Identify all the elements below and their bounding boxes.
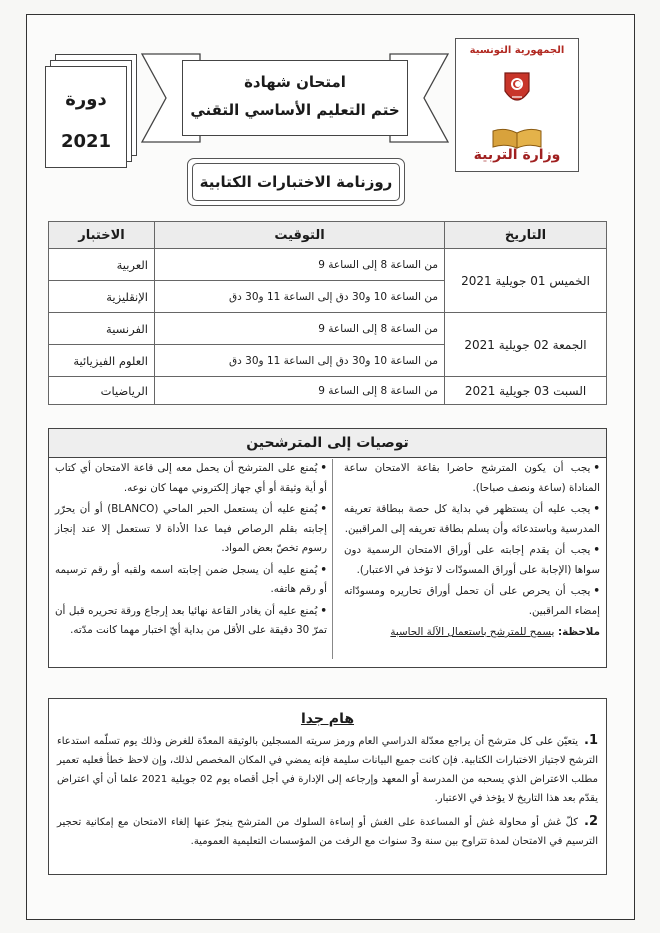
advice-title: توصيات إلى المترشحين (49, 429, 606, 458)
item-number: 1. (584, 733, 598, 748)
list-item: •يُمنع على المترشح أن يحمل معه إلى قاعة الامتحان أي كتاب أو أية وثيقة أو أي جهاز إلكتروني مهما كان نوعه. (55, 462, 327, 494)
date-cell: السبت 03 جويلية 2021 (445, 377, 607, 405)
subject-cell: العلوم الفيزيائية (49, 345, 155, 377)
advice-left-column (55, 459, 327, 643)
banner-line-2: ختم التعليم الأساسي التقني (190, 101, 400, 119)
advice-box (48, 428, 607, 668)
advice-right-column (344, 459, 600, 645)
table-row (49, 313, 607, 345)
header-date: التاريخ (445, 222, 607, 249)
banner-line-1: امتحان شهادة (244, 73, 346, 91)
session-year: 2021 (60, 131, 112, 152)
republic-name: الجمهورية التونسية (469, 45, 565, 56)
calculator-note (344, 623, 600, 643)
schedule-table (48, 221, 607, 405)
subject-cell: الإنقليزية (49, 281, 155, 313)
session-label: دورة (65, 89, 107, 110)
list-item: 2.كلّ غش أو محاولة غش أو المساعدة على الغش أو إساءة السلوك من المترشح ينجرّ عنها إلغاء الامتحان مع إمكانية تحجير الترسيم في الامتحان لمدة تتراوح بين سنة و3 سنوات مع الرفت من المؤسسات التعليمية العمومية. (57, 814, 598, 847)
time-cell: من الساعة 10 و30 دق إلى الساعة 11 و30 دق (155, 345, 445, 377)
important-box (48, 698, 607, 875)
note-text: يسمح للمترشح باستعمال الآلة الحاسبة (390, 626, 555, 638)
list-item: •يجب أن يقدم إجابته على أوراق الامتحان الرسمية دون سواها (الإجابة على أوراق المسودّات لا تؤخذ في الاعتبار). (344, 544, 600, 576)
time-cell: من الساعة 8 إلى الساعة 9 (155, 377, 445, 405)
list-item: •يجب أن يحرص على أن تحمل أوراق تحاريره ومسودّاته إمضاء المراقبين. (344, 585, 600, 617)
subject-cell: الفرنسية (49, 313, 155, 345)
schedule-header-row (49, 222, 607, 249)
list-item: •يجب عليه أن يستظهر في بداية كل حصة ببطاقة تعريفه المدرسية وباستدعائه وأن يسلم بطاقة تعريفه إلى المراقبين. (344, 503, 600, 535)
banner-box (182, 60, 408, 136)
note-label: ملاحظة: (557, 626, 600, 638)
date-cell: الخميس 01 جويلية 2021 (445, 249, 607, 313)
important-title: هام جدا (300, 711, 355, 727)
ministry-logo (455, 38, 579, 172)
calendar-title: روزنامة الاختبارات الكتابية (192, 163, 400, 201)
time-cell: من الساعة 8 إلى الساعة 9 (155, 313, 445, 345)
book-icon (491, 127, 543, 149)
date-cell: الجمعة 02 جويلية 2021 (445, 313, 607, 377)
subject-cell: العربية (49, 249, 155, 281)
table-row (49, 377, 607, 405)
list-item: •يجب أن يكون المترشح حاضرا بقاعة الامتحان ساعة المناداة (ساعة ونصف صباحا). (344, 462, 600, 494)
subject-cell: الرياضيات (49, 377, 155, 405)
session-card-front (45, 66, 127, 168)
session-badge (45, 54, 137, 166)
exam-banner (140, 46, 450, 156)
time-cell: من الساعة 8 إلى الساعة 9 (155, 249, 445, 281)
column-divider (332, 459, 333, 659)
header-time: التوقيت (155, 222, 445, 249)
table-row (49, 249, 607, 281)
list-item: 1.يتعيّن على كل مترشح أن يراجع معدّلة الدراسي العام ورمز سريته المسجلين بالوثيقة المعدّة للغرض وذلك يوم تسلّمه استدعاء الترشح لاجتياز الاختبارات الكتابية. فإن كانت جميع البيانات سليمة فإنه يمضي في المكان المخصص لذلك، وإن لاحظ خطأ فعليه تعمير مطلب الاعتراض الذي يسحبه من المدرسة أو المعهد وإرجاعه إلى الإدارة في أجل أقصاه يوم 02 جويلية 2021 علما أن أي اعتراض يقدّم بعد هذا التاريخ لا يؤخذ في الاعتبار. (57, 733, 598, 804)
list-item: •يُمنع عليه أن يستعمل الحبر الماحي (BLANCO) أو أن يحرّر إجابته بقلم الرصاص فيما عدا الأداة لا تستعمل إلا عند إنجاز رسوم تخصّ بعض المواد. (55, 503, 327, 554)
time-cell: من الساعة 10 و30 دق إلى الساعة 11 و30 دق (155, 281, 445, 313)
item-number: 2. (584, 814, 598, 829)
list-item: •يُمنع عليه أن يسجل ضمن إجابته اسمه ولقبه أو رقم ترسيمه أو رقم هاتفه. (55, 563, 327, 595)
header-exam: الاختبار (49, 222, 155, 249)
tunisia-emblem-icon (502, 69, 532, 109)
ministry-name: وزارة التربية (473, 147, 561, 163)
calendar-title-box (187, 158, 405, 206)
list-item: •يُمنع عليه أن يغادر القاعة نهائيا بعد إرجاع ورقة تحريره قبل أن تمرّ 30 دقيقة على الأقل من بداية أيّ اختبار مهما كانت مدّته. (55, 604, 327, 636)
